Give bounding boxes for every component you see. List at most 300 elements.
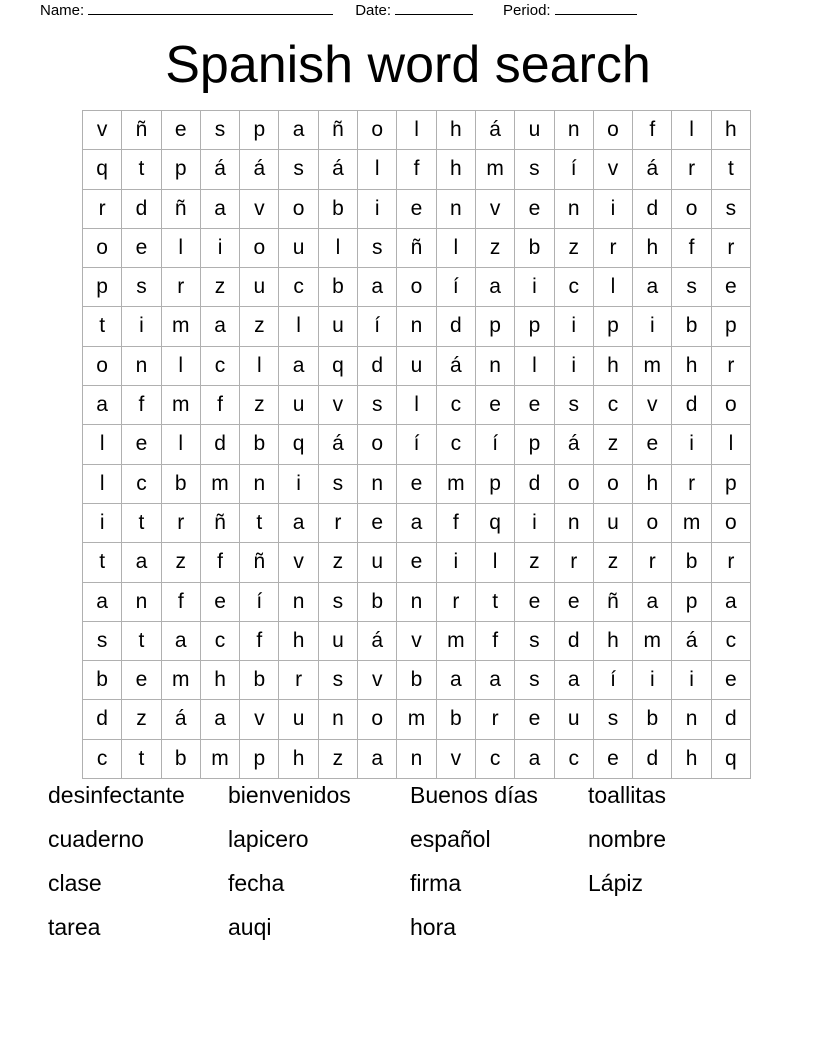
letter-cell[interactable]: c	[711, 621, 750, 660]
word-list-item[interactable]: nombre	[588, 826, 666, 852]
letter-cell[interactable]: l	[318, 228, 357, 267]
letter-cell[interactable]: e	[515, 582, 554, 621]
letter-cell[interactable]: e	[358, 503, 397, 542]
letter-cell[interactable]: b	[515, 228, 554, 267]
letter-cell[interactable]: l	[161, 228, 200, 267]
letter-cell[interactable]: p	[240, 739, 279, 778]
letter-cell[interactable]: v	[593, 150, 632, 189]
letter-cell[interactable]: i	[200, 228, 239, 267]
letter-cell[interactable]: e	[515, 700, 554, 739]
letter-cell[interactable]: a	[633, 268, 672, 307]
letter-cell[interactable]: o	[358, 700, 397, 739]
letter-cell[interactable]: n	[475, 346, 514, 385]
letter-cell[interactable]: z	[515, 543, 554, 582]
letter-cell[interactable]: o	[554, 464, 593, 503]
letter-cell[interactable]: u	[279, 228, 318, 267]
letter-cell[interactable]: p	[711, 464, 750, 503]
letter-cell[interactable]: t	[122, 150, 161, 189]
letter-cell[interactable]: a	[122, 543, 161, 582]
letter-cell[interactable]: v	[397, 621, 436, 660]
letter-cell[interactable]: f	[397, 150, 436, 189]
letter-cell[interactable]: e	[122, 661, 161, 700]
letter-cell[interactable]: l	[161, 346, 200, 385]
letter-cell[interactable]: f	[672, 228, 711, 267]
letter-cell[interactable]: i	[633, 661, 672, 700]
letter-cell[interactable]: e	[200, 582, 239, 621]
letter-cell[interactable]: i	[436, 543, 475, 582]
letter-cell[interactable]: á	[358, 621, 397, 660]
letter-cell[interactable]: s	[711, 189, 750, 228]
letter-cell[interactable]: s	[515, 621, 554, 660]
letter-cell[interactable]: p	[240, 111, 279, 150]
letter-cell[interactable]: i	[593, 189, 632, 228]
letter-cell[interactable]: s	[554, 386, 593, 425]
letter-cell[interactable]: p	[475, 464, 514, 503]
letter-cell[interactable]: z	[593, 543, 632, 582]
letter-cell[interactable]: a	[200, 189, 239, 228]
letter-cell[interactable]: d	[554, 621, 593, 660]
letter-cell[interactable]: a	[358, 268, 397, 307]
letter-cell[interactable]: m	[436, 621, 475, 660]
letter-cell[interactable]: í	[554, 150, 593, 189]
word-list-item[interactable]: Lápiz	[588, 870, 643, 896]
letter-cell[interactable]: r	[593, 228, 632, 267]
letter-cell[interactable]: b	[83, 661, 122, 700]
letter-cell[interactable]: a	[200, 307, 239, 346]
letter-cell[interactable]: m	[672, 503, 711, 542]
letter-cell[interactable]: a	[475, 268, 514, 307]
letter-cell[interactable]: v	[475, 189, 514, 228]
letter-cell[interactable]: í	[358, 307, 397, 346]
word-list-item[interactable]: firma	[410, 870, 462, 896]
letter-cell[interactable]: a	[279, 503, 318, 542]
letter-cell[interactable]: p	[711, 307, 750, 346]
letter-cell[interactable]: d	[515, 464, 554, 503]
letter-cell[interactable]: a	[358, 739, 397, 778]
letter-cell[interactable]: c	[279, 268, 318, 307]
letter-cell[interactable]: r	[672, 150, 711, 189]
letter-cell[interactable]: c	[436, 425, 475, 464]
letter-cell[interactable]: á	[672, 621, 711, 660]
letter-cell[interactable]: i	[672, 425, 711, 464]
letter-cell[interactable]: q	[711, 739, 750, 778]
letter-cell[interactable]: b	[672, 307, 711, 346]
word-list-item[interactable]: hora	[410, 914, 457, 940]
letter-cell[interactable]: z	[554, 228, 593, 267]
letter-cell[interactable]: c	[83, 739, 122, 778]
letter-cell[interactable]: l	[397, 386, 436, 425]
letter-cell[interactable]: ñ	[161, 189, 200, 228]
letter-cell[interactable]: r	[711, 228, 750, 267]
letter-cell[interactable]: a	[83, 386, 122, 425]
letter-cell[interactable]: l	[593, 268, 632, 307]
letter-cell[interactable]: a	[161, 621, 200, 660]
letter-cell[interactable]: b	[240, 425, 279, 464]
letter-cell[interactable]: p	[475, 307, 514, 346]
letter-cell[interactable]: h	[672, 346, 711, 385]
letter-cell[interactable]: r	[279, 661, 318, 700]
letter-cell[interactable]: o	[240, 228, 279, 267]
letter-cell[interactable]: ñ	[397, 228, 436, 267]
letter-cell[interactable]: c	[475, 739, 514, 778]
letter-cell[interactable]: ñ	[122, 111, 161, 150]
letter-cell[interactable]: h	[279, 621, 318, 660]
letter-cell[interactable]: í	[436, 268, 475, 307]
letter-cell[interactable]: h	[593, 346, 632, 385]
word-list-item[interactable]: toallitas	[588, 782, 666, 808]
letter-cell[interactable]: r	[475, 700, 514, 739]
letter-cell[interactable]: s	[672, 268, 711, 307]
letter-cell[interactable]: n	[358, 464, 397, 503]
letter-cell[interactable]: v	[358, 661, 397, 700]
letter-cell[interactable]: v	[318, 386, 357, 425]
letter-cell[interactable]: s	[515, 661, 554, 700]
letter-cell[interactable]: p	[83, 268, 122, 307]
letter-cell[interactable]: t	[122, 739, 161, 778]
letter-cell[interactable]: i	[83, 503, 122, 542]
letter-cell[interactable]: í	[593, 661, 632, 700]
letter-cell[interactable]: u	[279, 700, 318, 739]
letter-cell[interactable]: f	[122, 386, 161, 425]
letter-cell[interactable]: i	[554, 307, 593, 346]
letter-cell[interactable]: d	[358, 346, 397, 385]
letter-cell[interactable]: á	[554, 425, 593, 464]
letter-cell[interactable]: t	[83, 307, 122, 346]
letter-cell[interactable]: u	[318, 307, 357, 346]
letter-cell[interactable]: c	[593, 386, 632, 425]
letter-cell[interactable]: s	[122, 268, 161, 307]
word-list-item[interactable]: Buenos días	[410, 782, 538, 808]
letter-cell[interactable]: l	[358, 150, 397, 189]
letter-cell[interactable]: n	[397, 582, 436, 621]
letter-cell[interactable]: u	[593, 503, 632, 542]
letter-cell[interactable]: n	[397, 739, 436, 778]
letter-cell[interactable]: e	[711, 268, 750, 307]
letter-cell[interactable]: c	[554, 268, 593, 307]
letter-cell[interactable]: u	[397, 346, 436, 385]
letter-cell[interactable]: e	[633, 425, 672, 464]
letter-cell[interactable]: l	[83, 425, 122, 464]
letter-cell[interactable]: b	[436, 700, 475, 739]
letter-cell[interactable]: h	[200, 661, 239, 700]
letter-cell[interactable]: r	[633, 543, 672, 582]
letter-cell[interactable]: h	[279, 739, 318, 778]
letter-cell[interactable]: v	[240, 189, 279, 228]
letter-cell[interactable]: o	[593, 111, 632, 150]
letter-cell[interactable]: n	[554, 111, 593, 150]
letter-cell[interactable]: s	[83, 621, 122, 660]
letter-cell[interactable]: f	[475, 621, 514, 660]
letter-cell[interactable]: a	[397, 503, 436, 542]
letter-cell[interactable]: r	[83, 189, 122, 228]
letter-cell[interactable]: z	[475, 228, 514, 267]
letter-cell[interactable]: á	[318, 425, 357, 464]
letter-cell[interactable]: b	[161, 739, 200, 778]
letter-cell[interactable]: a	[279, 111, 318, 150]
word-list-item[interactable]: auqi	[228, 914, 272, 940]
letter-cell[interactable]: c	[200, 621, 239, 660]
letter-cell[interactable]: n	[240, 464, 279, 503]
letter-cell[interactable]: d	[122, 189, 161, 228]
letter-cell[interactable]: e	[554, 582, 593, 621]
letter-cell[interactable]: o	[633, 503, 672, 542]
letter-cell[interactable]: r	[318, 503, 357, 542]
letter-cell[interactable]: i	[672, 661, 711, 700]
letter-cell[interactable]: a	[554, 661, 593, 700]
letter-cell[interactable]: á	[475, 111, 514, 150]
letter-cell[interactable]: s	[358, 228, 397, 267]
letter-cell[interactable]: a	[436, 661, 475, 700]
letter-cell[interactable]: l	[436, 228, 475, 267]
letter-cell[interactable]: á	[161, 700, 200, 739]
letter-cell[interactable]: m	[161, 386, 200, 425]
letter-cell[interactable]: e	[711, 661, 750, 700]
letter-cell[interactable]: e	[161, 111, 200, 150]
letter-cell[interactable]: s	[279, 150, 318, 189]
letter-cell[interactable]: f	[161, 582, 200, 621]
letter-cell[interactable]: m	[633, 346, 672, 385]
letter-cell[interactable]: n	[122, 582, 161, 621]
letter-cell[interactable]: a	[711, 582, 750, 621]
letter-cell[interactable]: r	[711, 543, 750, 582]
letter-cell[interactable]: s	[318, 661, 357, 700]
letter-cell[interactable]: z	[200, 268, 239, 307]
letter-cell[interactable]: r	[554, 543, 593, 582]
letter-cell[interactable]: p	[672, 582, 711, 621]
letter-cell[interactable]: p	[515, 425, 554, 464]
letter-cell[interactable]: a	[83, 582, 122, 621]
letter-cell[interactable]: o	[358, 111, 397, 150]
letter-cell[interactable]: f	[200, 543, 239, 582]
letter-cell[interactable]: s	[200, 111, 239, 150]
letter-cell[interactable]: c	[200, 346, 239, 385]
letter-cell[interactable]: m	[161, 307, 200, 346]
letter-cell[interactable]: p	[161, 150, 200, 189]
letter-cell[interactable]: f	[633, 111, 672, 150]
letter-cell[interactable]: n	[279, 582, 318, 621]
letter-cell[interactable]: e	[397, 189, 436, 228]
letter-cell[interactable]: u	[240, 268, 279, 307]
letter-cell[interactable]: e	[593, 739, 632, 778]
letter-cell[interactable]: b	[318, 189, 357, 228]
word-list-item[interactable]: cuaderno	[48, 826, 144, 852]
letter-cell[interactable]: c	[436, 386, 475, 425]
letter-cell[interactable]: h	[633, 464, 672, 503]
word-list-item[interactable]: bienvenidos	[228, 782, 351, 808]
word-list-item[interactable]: español	[410, 826, 491, 852]
letter-cell[interactable]: t	[475, 582, 514, 621]
letter-cell[interactable]: ñ	[200, 503, 239, 542]
letter-cell[interactable]: e	[475, 386, 514, 425]
letter-cell[interactable]: r	[161, 268, 200, 307]
letter-cell[interactable]: l	[475, 543, 514, 582]
letter-cell[interactable]: i	[554, 346, 593, 385]
letter-cell[interactable]: b	[240, 661, 279, 700]
letter-cell[interactable]: u	[554, 700, 593, 739]
letter-cell[interactable]: n	[554, 503, 593, 542]
letter-cell[interactable]: s	[318, 464, 357, 503]
letter-cell[interactable]: t	[240, 503, 279, 542]
letter-cell[interactable]: t	[83, 543, 122, 582]
letter-cell[interactable]: u	[279, 386, 318, 425]
letter-cell[interactable]: f	[200, 386, 239, 425]
letter-cell[interactable]: a	[515, 739, 554, 778]
letter-cell[interactable]: h	[711, 111, 750, 150]
letter-cell[interactable]: o	[672, 189, 711, 228]
letter-cell[interactable]: d	[633, 739, 672, 778]
letter-cell[interactable]: e	[122, 228, 161, 267]
letter-cell[interactable]: s	[515, 150, 554, 189]
letter-cell[interactable]: i	[279, 464, 318, 503]
letter-cell[interactable]: b	[672, 543, 711, 582]
period-blank-line[interactable]	[555, 0, 637, 15]
letter-cell[interactable]: m	[200, 464, 239, 503]
letter-cell[interactable]: e	[515, 189, 554, 228]
letter-cell[interactable]: z	[593, 425, 632, 464]
letter-cell[interactable]: h	[672, 739, 711, 778]
letter-cell[interactable]: o	[83, 346, 122, 385]
letter-cell[interactable]: q	[83, 150, 122, 189]
letter-cell[interactable]: u	[515, 111, 554, 150]
letter-cell[interactable]: s	[593, 700, 632, 739]
letter-cell[interactable]: í	[240, 582, 279, 621]
letter-cell[interactable]: d	[633, 189, 672, 228]
word-list-item[interactable]: desinfectante	[48, 782, 185, 808]
letter-cell[interactable]: c	[122, 464, 161, 503]
letter-cell[interactable]: n	[672, 700, 711, 739]
letter-cell[interactable]: u	[318, 621, 357, 660]
date-blank-line[interactable]	[395, 0, 473, 15]
letter-cell[interactable]: a	[200, 700, 239, 739]
letter-cell[interactable]: q	[279, 425, 318, 464]
letter-cell[interactable]: á	[436, 346, 475, 385]
word-list-item[interactable]: lapicero	[228, 826, 309, 852]
letter-cell[interactable]: o	[83, 228, 122, 267]
letter-cell[interactable]: s	[358, 386, 397, 425]
letter-cell[interactable]: l	[83, 464, 122, 503]
letter-cell[interactable]: o	[358, 425, 397, 464]
letter-cell[interactable]: h	[436, 150, 475, 189]
letter-cell[interactable]: z	[122, 700, 161, 739]
letter-cell[interactable]: d	[83, 700, 122, 739]
letter-cell[interactable]: c	[554, 739, 593, 778]
name-blank-line[interactable]	[88, 0, 333, 15]
letter-cell[interactable]: á	[318, 150, 357, 189]
letter-cell[interactable]: z	[161, 543, 200, 582]
letter-cell[interactable]: v	[240, 700, 279, 739]
letter-cell[interactable]: í	[475, 425, 514, 464]
letter-cell[interactable]: á	[633, 150, 672, 189]
letter-cell[interactable]: e	[122, 425, 161, 464]
letter-cell[interactable]: d	[200, 425, 239, 464]
letter-cell[interactable]: d	[711, 700, 750, 739]
letter-cell[interactable]: o	[397, 268, 436, 307]
letter-cell[interactable]: b	[397, 661, 436, 700]
letter-cell[interactable]: v	[633, 386, 672, 425]
letter-cell[interactable]: v	[436, 739, 475, 778]
letter-cell[interactable]: l	[240, 346, 279, 385]
letter-cell[interactable]: v	[83, 111, 122, 150]
letter-cell[interactable]: i	[515, 503, 554, 542]
letter-cell[interactable]: m	[436, 464, 475, 503]
letter-cell[interactable]: q	[475, 503, 514, 542]
letter-cell[interactable]: b	[633, 700, 672, 739]
letter-cell[interactable]: b	[161, 464, 200, 503]
letter-cell[interactable]: n	[397, 307, 436, 346]
letter-cell[interactable]: i	[633, 307, 672, 346]
letter-cell[interactable]: d	[436, 307, 475, 346]
letter-cell[interactable]: e	[397, 464, 436, 503]
letter-cell[interactable]: í	[397, 425, 436, 464]
letter-cell[interactable]: v	[279, 543, 318, 582]
letter-cell[interactable]: r	[672, 464, 711, 503]
letter-cell[interactable]: b	[318, 268, 357, 307]
letter-cell[interactable]: o	[279, 189, 318, 228]
letter-cell[interactable]: n	[122, 346, 161, 385]
letter-cell[interactable]: i	[122, 307, 161, 346]
letter-cell[interactable]: m	[633, 621, 672, 660]
letter-cell[interactable]: l	[161, 425, 200, 464]
letter-cell[interactable]: ñ	[240, 543, 279, 582]
letter-cell[interactable]: q	[318, 346, 357, 385]
letter-cell[interactable]: e	[397, 543, 436, 582]
letter-cell[interactable]: i	[358, 189, 397, 228]
letter-cell[interactable]: u	[358, 543, 397, 582]
letter-cell[interactable]: l	[279, 307, 318, 346]
letter-cell[interactable]: z	[318, 739, 357, 778]
letter-cell[interactable]: h	[593, 621, 632, 660]
letter-cell[interactable]: r	[711, 346, 750, 385]
letter-cell[interactable]: b	[358, 582, 397, 621]
letter-cell[interactable]: h	[436, 111, 475, 150]
letter-cell[interactable]: l	[672, 111, 711, 150]
letter-cell[interactable]: z	[318, 543, 357, 582]
letter-cell[interactable]: ñ	[593, 582, 632, 621]
letter-cell[interactable]: h	[633, 228, 672, 267]
letter-cell[interactable]: f	[436, 503, 475, 542]
letter-cell[interactable]: r	[161, 503, 200, 542]
letter-cell[interactable]: t	[122, 621, 161, 660]
letter-cell[interactable]: á	[200, 150, 239, 189]
letter-cell[interactable]: e	[515, 386, 554, 425]
letter-cell[interactable]: a	[633, 582, 672, 621]
letter-cell[interactable]: s	[318, 582, 357, 621]
letter-cell[interactable]: m	[200, 739, 239, 778]
letter-cell[interactable]: t	[122, 503, 161, 542]
letter-cell[interactable]: n	[318, 700, 357, 739]
letter-cell[interactable]: f	[240, 621, 279, 660]
letter-cell[interactable]: l	[397, 111, 436, 150]
letter-cell[interactable]: m	[161, 661, 200, 700]
letter-cell[interactable]: o	[711, 386, 750, 425]
word-list-item[interactable]: clase	[48, 870, 102, 896]
letter-cell[interactable]: ñ	[318, 111, 357, 150]
word-list-item[interactable]: fecha	[228, 870, 285, 896]
letter-cell[interactable]: a	[475, 661, 514, 700]
letter-cell[interactable]: i	[515, 268, 554, 307]
word-list-item[interactable]: tarea	[48, 914, 101, 940]
letter-cell[interactable]: t	[711, 150, 750, 189]
letter-cell[interactable]: p	[593, 307, 632, 346]
letter-cell[interactable]: á	[240, 150, 279, 189]
letter-cell[interactable]: m	[475, 150, 514, 189]
letter-cell[interactable]: r	[436, 582, 475, 621]
letter-cell[interactable]: o	[593, 464, 632, 503]
letter-cell[interactable]: l	[711, 425, 750, 464]
letter-cell[interactable]: d	[672, 386, 711, 425]
letter-cell[interactable]: o	[711, 503, 750, 542]
letter-cell[interactable]: l	[515, 346, 554, 385]
